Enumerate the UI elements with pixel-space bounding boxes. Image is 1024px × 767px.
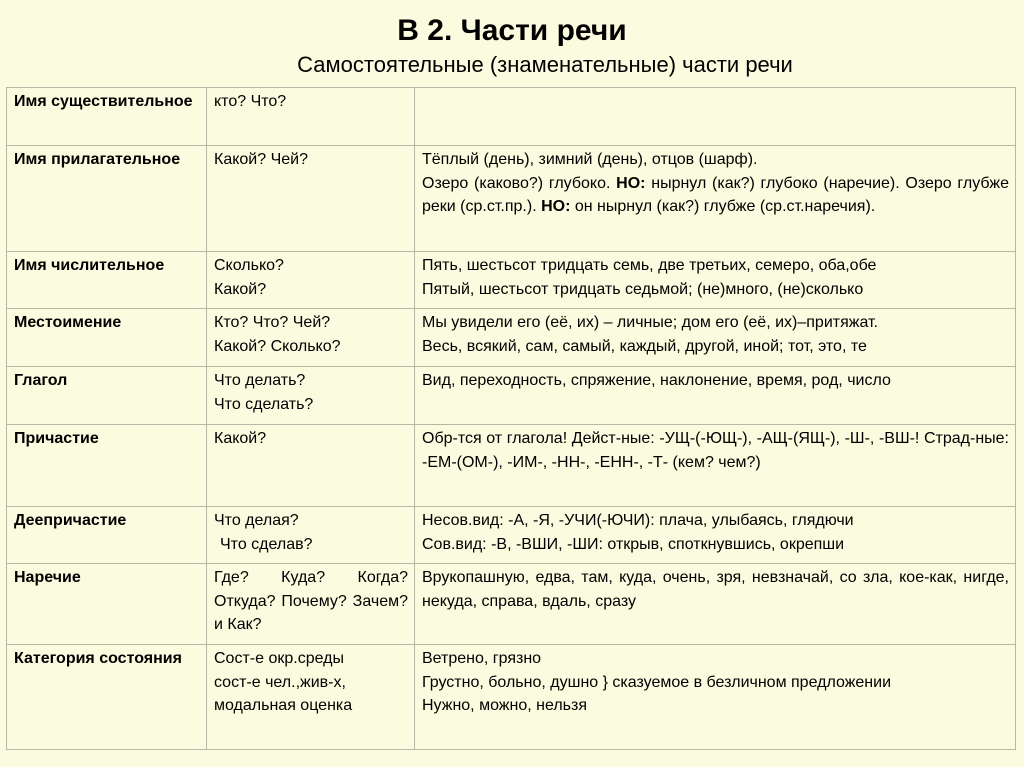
part-of-speech-questions: Кто? Что? Чей? Какой? Сколько? [207, 309, 415, 367]
part-of-speech-name: Категория состояния [7, 645, 207, 750]
part-of-speech-examples: Пять, шестьсот тридцать семь, две третьих, семеро, оба,обе Пятый, шестьсот тридцать седьмой; (не)много, (не)сколько [415, 252, 1016, 309]
slide-subtitle: Самостоятельные (знаменательные) части речи [297, 52, 793, 77]
table-row [7, 252, 1016, 309]
part-of-speech-name: Деепричастие [7, 507, 207, 564]
part-of-speech-examples: Ветрено, грязно Грустно, больно, душно } сказуемое в безличном предложении Нужно, можно, нельзя [415, 645, 1016, 750]
slide-title: В 2. Части речи [397, 14, 627, 47]
part-of-speech-name: Наречие [7, 564, 207, 645]
part-of-speech-name: Глагол [7, 367, 207, 425]
part-of-speech-examples [415, 88, 1016, 146]
table-row [7, 367, 1016, 425]
part-of-speech-name: Имя существительное [7, 88, 207, 146]
part-of-speech-questions: Сост-е окр.среды сост-е чел.,жив-х, модальная оценка [207, 645, 415, 750]
part-of-speech-examples: Несов.вид: -А, -Я, -УЧИ(-ЮЧИ): плача, улыбаясь, глядючи Сов.вид: -В, -ВШИ, -ШИ: открыв, споткнувшись, окрепши [415, 507, 1016, 564]
part-of-speech-name: Местоимение [7, 309, 207, 367]
part-of-speech-name: Причастие [7, 425, 207, 507]
part-of-speech-questions: Какой? Чей? [207, 146, 415, 252]
part-of-speech-examples: Вид, переходность, спряжение, наклонение, время, род, число [415, 367, 1016, 425]
part-of-speech-examples: Мы увидели его (её, их) – личные; дом его (её, их)–притяжат. Весь, всякий, сам, самый, каждый, другой, иной; тот, это, те [415, 309, 1016, 367]
part-of-speech-examples: Тёплый (день), зимний (день), отцов (шарф). Озеро (каково?) глубоко. НО: нырнул (как?) глубоко (наречие). Озеро глубже реки (ср.ст.пр.). НО: он нырнул (как?) глубже (ср.ст.наречия). [415, 146, 1016, 252]
part-of-speech-examples: Обр-тся от глагола! Дейст-ные: -УЩ-(-ЮЩ-), -АЩ-(ЯЩ-), -Ш-, -ВШ-! Страд-ные: -ЕМ-(ОМ-), -ИМ-, -НН-, -ЕНН-, -Т- (кем? чем?) [415, 425, 1016, 507]
table-row [7, 88, 1016, 146]
table-row [7, 146, 1016, 252]
part-of-speech-questions: Что делая? Что сделав? [207, 507, 415, 564]
table-row [7, 309, 1016, 367]
part-of-speech-examples: Врукопашную, едва, там, куда, очень, зря, невзначай, со зла, кое-как, нигде, некуда, справа, вдаль, сразу [415, 564, 1016, 645]
part-of-speech-name: Имя числительное [7, 252, 207, 309]
table-row [7, 645, 1016, 750]
part-of-speech-questions: Где? Куда? Когда? Откуда? Почему? Зачем? и Как? [207, 564, 415, 645]
part-of-speech-name: Имя прилагательное [7, 146, 207, 252]
table-row [7, 507, 1016, 564]
part-of-speech-questions: Что делать? Что сделать? [207, 367, 415, 425]
part-of-speech-questions: Какой? [207, 425, 415, 507]
table-row [7, 564, 1016, 645]
part-of-speech-questions: Сколько? Какой? [207, 252, 415, 309]
table-row [7, 425, 1016, 507]
parts-of-speech-table [6, 87, 1016, 750]
part-of-speech-questions: кто? Что? [207, 88, 415, 146]
